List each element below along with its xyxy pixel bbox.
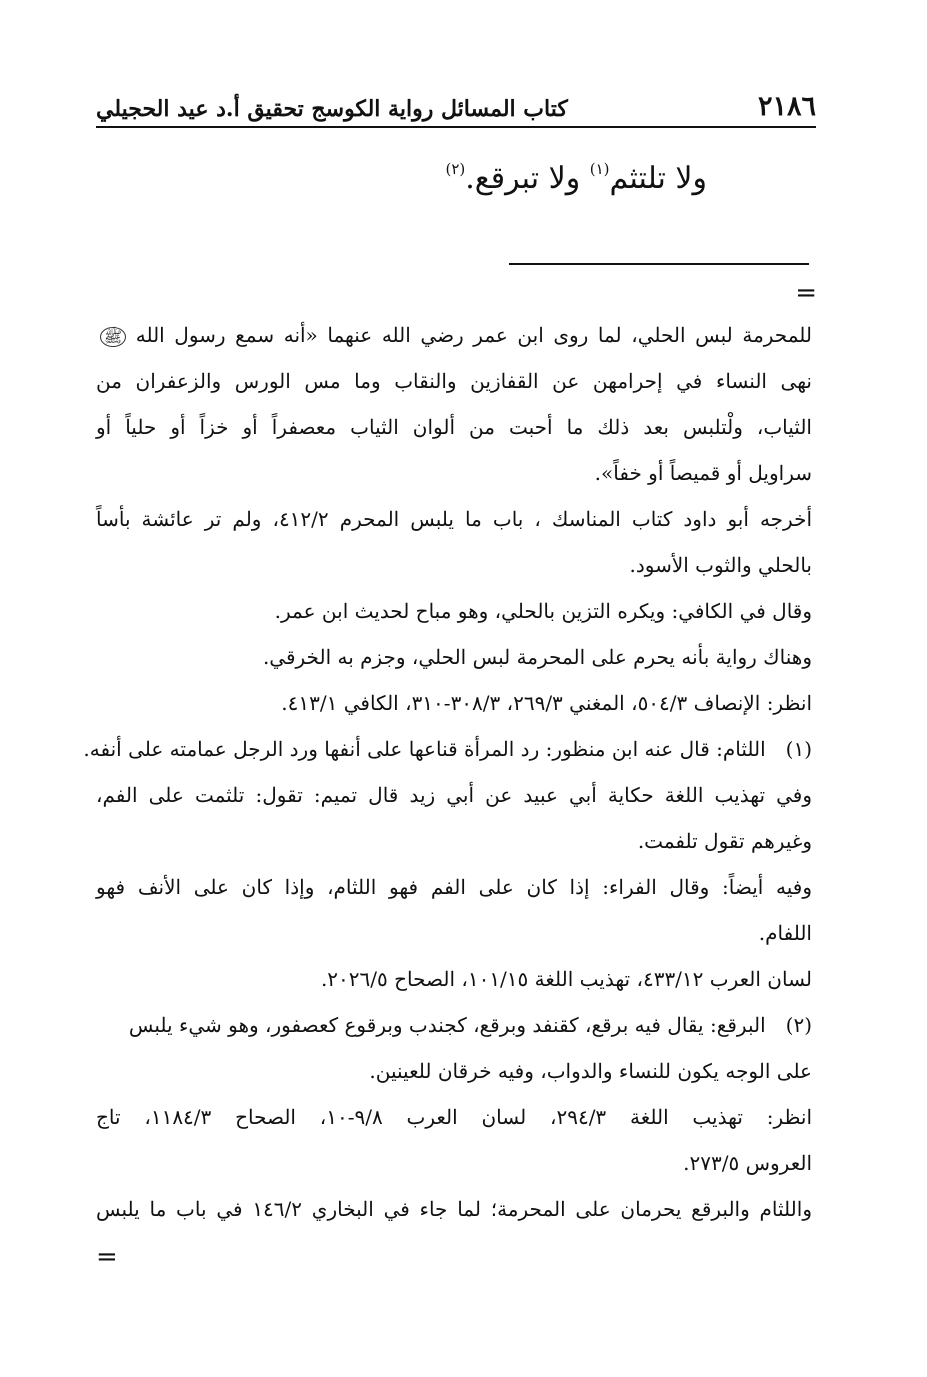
footnote-line: واللثام والبرقع يحرمان على المحرمة؛ لما جاء في البخاري ١٤٦/٢ في باب ما يلبس	[96, 1197, 812, 1221]
footnote-line: اللفام.	[758, 921, 812, 945]
footnote-line: انظر: الإنصاف ٥٠٤/٣، المغني ٢٦٩/٣، ٣٠٨/٣-٣١٠، الكافي ٤١٣/١.	[281, 691, 812, 715]
header-rule	[96, 126, 816, 128]
footnote-line: وهناك رواية بأنه يحرم على المحرمة لبس الحلي، وجزم به الخرقي.	[262, 645, 812, 669]
footnote-ref-2[interactable]: (٢)	[445, 160, 466, 178]
footnote-line: لسان العرب ٤٣٣/١٢، تهذيب اللغة ١٠١/١٥، الصحاح ٢٠٢٦/٥.	[320, 967, 812, 991]
footnote-line: بالحلي والثوب الأسود.	[629, 553, 812, 577]
footnote-ref-1[interactable]: (١)	[589, 160, 610, 178]
main-text-part2: ولا تبرقع.	[465, 161, 590, 196]
footnote-line: وفيه أيضاً: وقال الفراء: إذا كان على الفم فهو اللثام، وإذا كان على الأنف فهو	[96, 875, 812, 899]
footnote-separator	[509, 263, 809, 265]
footnote-line: العروس ٢٧٣/٥.	[683, 1151, 812, 1175]
footnote-2: (٢) البرقع: يقال فيه برقع، كقنفد وبرقع، كجندب وبرقوع كعصفور، وهو شيء يلبس	[96, 1002, 812, 1048]
continuation-mark-top: =	[795, 278, 817, 308]
running-header	[96, 82, 816, 122]
main-text-part1: ولا تلتثم	[609, 161, 707, 196]
footnote-line: انظر: تهذيب اللغة ٢٩٤/٣، لسان العرب ٩/٨-١٠، الصحاح ١١٨٤/٣، تاج	[96, 1105, 813, 1129]
book-title: كتاب المسائل رواية الكوسج تحقيق أ.د عيد الحجيلي	[96, 96, 568, 122]
page-number: ٢١٨٦	[757, 91, 816, 122]
footnote-line: الثياب، ولْتلبس بعد ذلك ما أحبت من ألوان الثياب معصفراً أو خزاً أو حلياً أو	[96, 415, 812, 439]
footnote-number-2: (٢)	[785, 1013, 812, 1037]
continuation-mark-bottom: =	[96, 1242, 118, 1272]
footnote-line: على الوجه يكون للنساء والدواب، وفيه خرقان للعينين.	[369, 1059, 812, 1083]
footnote-number-1: (١)	[785, 737, 812, 761]
footnote-line: وفي تهذيب اللغة حكاية أبي عبيد عن أبي زيد قال تميم: تقول: تلثمت على الفم،	[96, 783, 812, 807]
footnote-line: نهى النساء في إحرامهن عن القفازين والنقاب وما مس الورس والزعفران من	[96, 369, 812, 393]
footnote-line: للمحرمة لبس الحلي، لما روى ابن عمر رضي الله عنهما «أنه سمع رسول الله ﷺ	[96, 312, 812, 358]
honorific-symbol: ﷺ	[100, 327, 126, 347]
footnote-line: أخرجه أبو داود كتاب المناسك ، باب ما يلبس المحرم ٤١٢/٢، ولم تر عائشة بأساً	[96, 507, 812, 531]
footnote-line: سراويل أو قميصاً أو خفاً».	[594, 461, 812, 485]
footnote-line: وغيرهم تقول تلفمت.	[637, 829, 812, 853]
footnotes	[83, 312, 813, 1232]
main-text	[445, 160, 707, 196]
footnote-line: وقال في الكافي: ويكره التزين بالحلي، وهو مباح لحديث ابن عمر.	[274, 599, 812, 623]
footnote-1: (١) اللثام: قال عنه ابن منظور: رد المرأة قناعها على أنفها ورد الرجل عمامته على أنفه.	[96, 726, 812, 772]
